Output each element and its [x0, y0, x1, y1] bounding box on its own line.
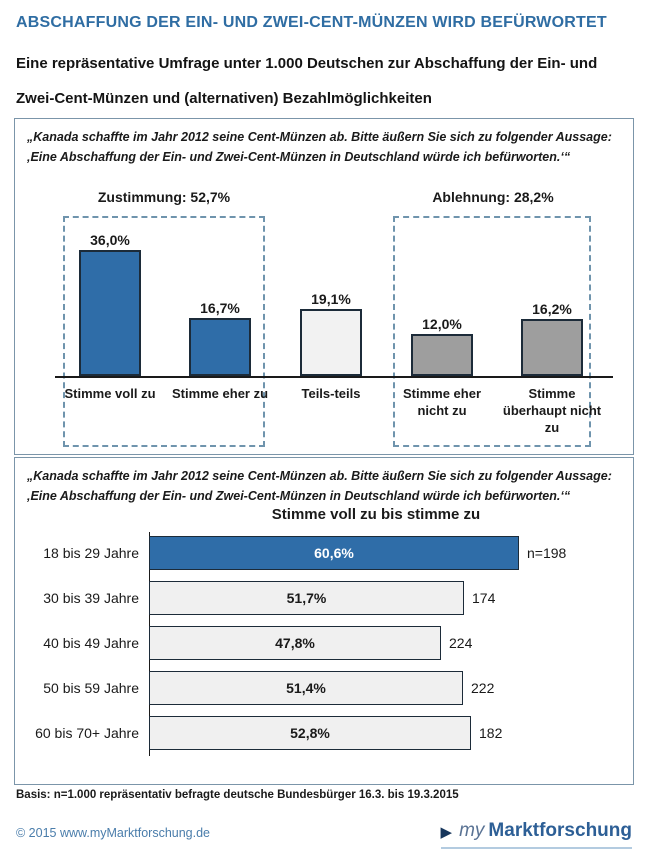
play-triangle-icon: ▶ — [440, 824, 453, 841]
bar-track — [149, 626, 619, 660]
subtitle-line-2: Zwei-Cent-Münzen und (alternativen) Bezahlmöglichkeiten — [16, 90, 432, 107]
page-title: ABSCHAFFUNG DER EIN- UND ZWEI-CENT-MÜNZEN WIRD BEFÜRWORTET — [16, 14, 607, 31]
agreement-chart-panel — [14, 118, 634, 455]
survey-question-quote — [27, 127, 625, 167]
chart-title: Stimme voll zu bis stimme zu — [271, 506, 481, 523]
age-label: 18 bis 29 Jahre — [43, 545, 139, 561]
bar-value-label: 16,7% — [200, 300, 240, 316]
bar-value-label: 51,4% — [286, 680, 326, 696]
logo-text-my: my — [459, 820, 485, 841]
age-row-30-39 — [15, 581, 619, 615]
bar-track — [149, 716, 619, 750]
bar-slot-stimme-eher-zu — [189, 300, 251, 376]
quote-line-2: ‚Eine Abschaffung der Ein- und Zwei-Cent-Münzen in Deutschland würde ich befürworten.‘“ — [27, 489, 571, 503]
quote-line-2: ‚Eine Abschaffung der Ein- und Zwei-Cent-Münzen in Deutschland würde ich befürworten.‘“ — [27, 150, 571, 164]
age-row-40-49 — [15, 626, 619, 660]
bar-teils-teils — [300, 309, 362, 376]
bar-value-label: 19,1% — [311, 291, 351, 307]
age-label: 40 bis 49 Jahre — [43, 635, 139, 651]
bar-40-49 — [149, 626, 441, 660]
age-row-18-29 — [15, 536, 619, 570]
age-row-50-59 — [15, 671, 619, 705]
quote-line-1: „Kanada schaffte im Jahr 2012 seine Cent-Münzen ab. Bitte äußern Sie sich zu folgender Aussage: — [27, 130, 612, 144]
bar-value-label: 16,2% — [532, 301, 572, 317]
age-label: 30 bis 39 Jahre — [43, 590, 139, 606]
bar-50-59 — [149, 671, 463, 705]
age-row-60-70plus — [15, 716, 619, 750]
bar-value-label: 12,0% — [422, 316, 462, 332]
bar-stimme-voll-zu — [79, 250, 141, 376]
bar-track — [149, 671, 619, 705]
age-label: 60 bis 70+ Jahre — [35, 725, 139, 741]
bar-value-label: 52,8% — [290, 725, 330, 741]
sample-size-label: 182 — [479, 725, 503, 741]
bar-stimme-ueberhaupt-nicht-zu — [521, 319, 583, 376]
page-subtitle — [16, 46, 636, 116]
sample-size-label: n=198 — [527, 545, 567, 561]
bar-stimme-eher-zu — [189, 318, 251, 376]
x-axis-line — [55, 376, 613, 378]
bar-slot-teils-teils — [300, 291, 362, 376]
bar-value-label: 60,6% — [314, 545, 354, 561]
sample-size-label: 224 — [449, 635, 473, 651]
category-label: Teils-teils — [301, 386, 361, 401]
page-footer — [16, 820, 632, 849]
basis-note: Basis: n=1.000 repräsentativ befragte deutsche Bundesbürger 16.3. bis 19.3.2015 — [16, 789, 459, 801]
bar-value-label: 51,7% — [286, 590, 327, 606]
category-label: Stimme eher nicht zu — [402, 386, 482, 418]
bar-18-29 — [149, 536, 519, 570]
age-group-chart-panel — [14, 457, 634, 785]
bar-track — [149, 536, 619, 570]
bar-track — [149, 581, 619, 615]
sample-size-label: 222 — [471, 680, 495, 696]
subtitle-line-1: Eine repräsentative Umfrage unter 1.000 Deutschen zur Abschaffung der Ein- und — [16, 55, 598, 72]
quote-line-1: „Kanada schaffte im Jahr 2012 seine Cent-Münzen ab. Bitte äußern Sie sich zu folgender Aussage: — [27, 469, 612, 483]
copyright-link[interactable]: © 2015 www.myMarktforschung.de — [16, 826, 211, 840]
category-label: Stimme eher zu — [171, 386, 269, 401]
category-label: Stimme überhaupt nicht zu — [502, 386, 602, 435]
group-label-zustimmung: Zustimmung: 52,7% — [97, 189, 231, 205]
mymarktforschung-logo — [441, 820, 632, 849]
group-label-ablehnung: Ablehnung: 28,2% — [432, 189, 554, 205]
bar-slot-stimme-eher-nicht-zu — [411, 316, 473, 376]
age-label: 50 bis 59 Jahre — [43, 680, 139, 696]
logo-text-marktforschung: Marktforschung — [488, 820, 632, 841]
bar-slot-stimme-voll-zu — [79, 232, 141, 376]
sample-size-label: 174 — [472, 590, 496, 606]
survey-question-quote — [27, 466, 625, 506]
bar-30-39 — [149, 581, 464, 615]
bar-stimme-eher-nicht-zu — [411, 334, 473, 376]
bar-value-label: 47,8% — [275, 635, 315, 651]
bar-60-70plus — [149, 716, 471, 750]
bar-slot-stimme-ueberhaupt-nicht-zu — [521, 301, 583, 376]
bar-value-label: 36,0% — [90, 232, 130, 248]
category-label: Stimme voll zu — [64, 386, 156, 401]
